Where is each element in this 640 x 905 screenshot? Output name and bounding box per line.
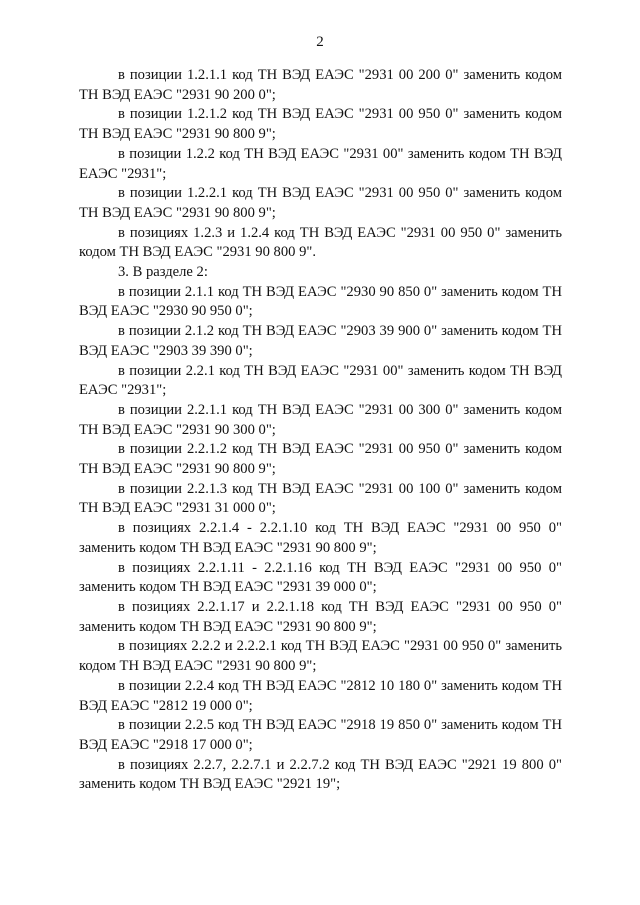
- page-number: 2: [316, 34, 324, 50]
- paragraph-1: в позиции 1.2.1.1 код ТН ВЭД ЕАЭС "2931 00 200 0" заменить кодом ТН ВЭД ЕАЭС "2931 90 200 0";: [79, 67, 562, 103]
- paragraph-7: в позиции 2.1.1 код ТН ВЭД ЕАЭС "2930 90 850 0" заменить кодом ТН ВЭД ЕАЭС "2930 90 950 0";: [79, 283, 562, 320]
- paragraph-9: в позиции 2.2.1 код ТН ВЭД ЕАЭС "2931 00" заменить кодом ТН ВЭД ЕАЭС "2931";: [79, 362, 562, 399]
- paragraph-2: в позиции 1.2.1.2 код ТН ВЭД ЕАЭС "2931 00 950 0" заменить кодом ТН ВЭД ЕАЭС "2931 90 800 9";: [79, 106, 562, 143]
- paragraph-5: в позициях 1.2.3 и 1.2.4 код ТН ВЭД ЕАЭС "2931 00 950 0" заменить кодом ТН ВЭД ЕАЭС "2931 90 800 9".: [79, 224, 562, 261]
- paragraph-14: в позициях 2.2.1.11 - 2.2.1.16 код ТН ВЭД ЕАЭС "2931 00 950 0" заменить кодом ТН ВЭД ЕАЭС "2931 39 000 0";: [79, 559, 562, 596]
- paragraph-4: в позиции 1.2.2.1 код ТН ВЭД ЕАЭС "2931 00 950 0" заменить кодом ТН ВЭД ЕАЭС "2931 90 800 9";: [79, 185, 562, 221]
- paragraph-11: в позиции 2.2.1.2 код ТН ВЭД ЕАЭС "2931 00 950 0" заменить кодом ТН ВЭД ЕАЭС "2931 90 800 9";: [79, 441, 562, 478]
- paragraph-3: в позиции 1.2.2 код ТН ВЭД ЕАЭС "2931 00" заменить кодом ТН ВЭД ЕАЭС "2931";: [79, 145, 562, 182]
- paragraph-19: в позициях 2.2.7, 2.2.7.1 и 2.2.7.2 код ТН ВЭД ЕАЭС "2921 19 800 0" заменить кодом ТН ВЭД ЕАЭС "2921 19";: [79, 756, 562, 793]
- paragraph-10: в позиции 2.2.1.1 код ТН ВЭД ЕАЭС "2931 00 300 0" заменить кодом ТН ВЭД ЕАЭС "2931 90 300 0";: [79, 401, 562, 438]
- paragraph-12: в позиции 2.2.1.3 код ТН ВЭД ЕАЭС "2931 00 100 0" заменить кодом ТН ВЭД ЕАЭС "2931 31 000 0";: [79, 480, 562, 517]
- paragraph-13: в позициях 2.2.1.4 - 2.2.1.10 код ТН ВЭД ЕАЭС "2931 00 950 0" заменить кодом ТН ВЭД ЕАЭС "2931 90 800 9";: [79, 520, 562, 556]
- section-heading: 3. В разделе 2:: [118, 264, 208, 281]
- paragraph-18: в позиции 2.2.5 код ТН ВЭД ЕАЭС "2918 19 850 0" заменить кодом ТН ВЭД ЕАЭС "2918 17 000 0";: [79, 717, 562, 753]
- document-body: [79, 66, 562, 795]
- paragraph-8: в позиции 2.1.2 код ТН ВЭД ЕАЭС "2903 39 900 0" заменить кодом ТН ВЭД ЕАЭС "2903 39 390 0";: [79, 323, 562, 359]
- paragraph-17: в позиции 2.2.4 код ТН ВЭД ЕАЭС "2812 10 180 0" заменить кодом ТН ВЭД ЕАЭС "2812 19 000 0";: [79, 677, 562, 714]
- paragraph-16: в позициях 2.2.2 и 2.2.2.1 код ТН ВЭД ЕАЭС "2931 00 950 0" заменить кодом ТН ВЭД ЕАЭС "2931 90 800 9";: [79, 638, 562, 675]
- paragraph-15: в позициях 2.2.1.17 и 2.2.1.18 код ТН ВЭД ЕАЭС "2931 00 950 0" заменить кодом ТН ВЭД ЕАЭС "2931 90 800 9";: [79, 598, 562, 635]
